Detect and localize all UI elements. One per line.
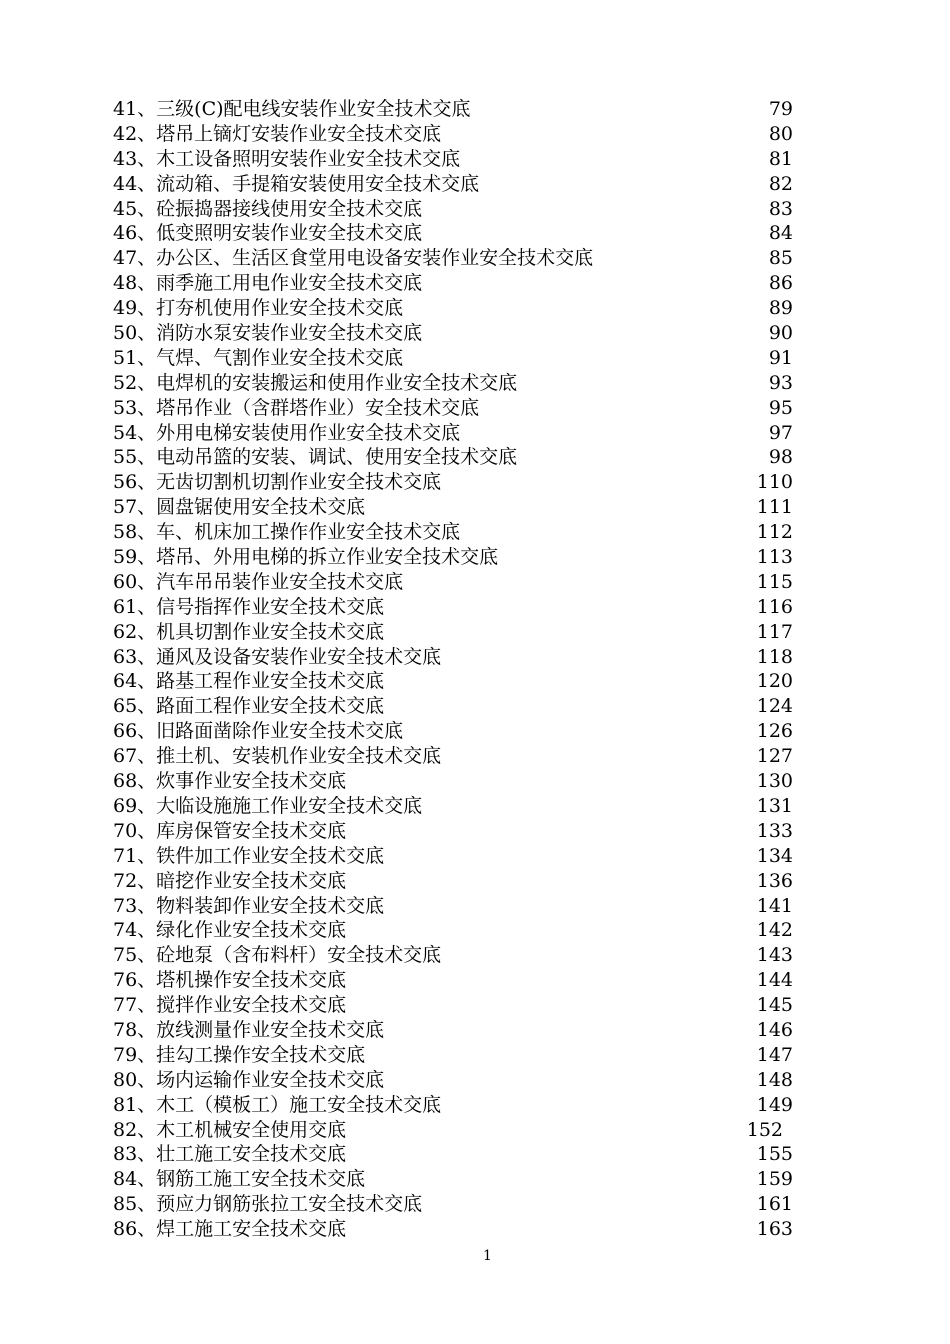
toc-entry-title: 73、物料装卸作业安全技术交底 xyxy=(113,894,385,917)
toc-entry[interactable] xyxy=(113,769,813,794)
toc-entry-title: 50、消防水泵安装作业安全技术交底 xyxy=(113,322,423,345)
toc-entry-page: 84 xyxy=(768,222,793,245)
toc-entry[interactable] xyxy=(113,719,813,744)
toc-entry-page: 149 xyxy=(756,1093,793,1116)
toc-entry-title: 85、预应力钢筋张拉工安全技术交底 xyxy=(113,1193,423,1216)
toc-entry-title: 79、挂勾工操作安全技术交底 xyxy=(113,1043,366,1066)
toc-entry-title: 84、钢筋工施工安全技术交底 xyxy=(113,1168,366,1191)
toc-entry[interactable] xyxy=(113,147,813,172)
toc-entry-title: 64、路基工程作业安全技术交底 xyxy=(113,670,385,693)
toc-entry-page: 141 xyxy=(756,894,793,917)
toc-entry[interactable] xyxy=(113,744,813,769)
toc-entry-title: 46、低变照明安装作业安全技术交底 xyxy=(113,222,423,245)
toc-entry-title: 54、外用电梯安装使用作业安全技术交底 xyxy=(113,421,461,444)
toc-entry[interactable] xyxy=(113,669,813,694)
toc-entry-title: 49、打夯机使用作业安全技术交底 xyxy=(113,297,404,320)
page-number: 1 xyxy=(483,1248,492,1264)
toc-entry-title: 55、电动吊篮的安装、调试、使用安全技术交底 xyxy=(113,446,518,469)
toc-entry-title: 86、焊工施工安全技术交底 xyxy=(113,1218,347,1241)
toc-entry-page: 115 xyxy=(756,570,793,593)
toc-entry-page: 134 xyxy=(756,844,793,867)
toc-entry[interactable] xyxy=(113,545,813,570)
toc-entry-page: 82 xyxy=(768,172,793,195)
toc-entry-page: 131 xyxy=(756,794,793,817)
toc-entry-page: 155 xyxy=(756,1143,793,1166)
toc-entry-title: 44、流动箱、手提箱安装使用安全技术交底 xyxy=(113,172,480,195)
toc-entry-page: 148 xyxy=(756,1068,793,1091)
toc-entry-page: 81 xyxy=(768,147,793,170)
toc-entry[interactable] xyxy=(113,470,813,495)
toc-entry-title: 59、塔吊、外用电梯的拆立作业安全技术交底 xyxy=(113,546,499,569)
toc-entry-title: 80、场内运输作业安全技术交底 xyxy=(113,1068,385,1091)
toc-entry-title: 63、通风及设备安装作业安全技术交底 xyxy=(113,645,442,668)
toc-entry[interactable] xyxy=(113,694,813,719)
toc-entry[interactable] xyxy=(113,844,813,869)
toc-entry-title: 69、大临设施施工作业安全技术交底 xyxy=(113,794,423,817)
toc-entry-page: 120 xyxy=(756,670,793,693)
toc-entry[interactable] xyxy=(113,570,813,595)
toc-entry-page: 93 xyxy=(768,371,793,394)
toc-entry[interactable] xyxy=(113,1167,813,1192)
toc-entry-page: 124 xyxy=(756,695,793,718)
toc-entry-title: 66、旧路面凿除作业安全技术交底 xyxy=(113,720,404,743)
toc-entry[interactable] xyxy=(113,321,813,346)
toc-entry-page: 136 xyxy=(756,869,793,892)
toc-entry-page: 146 xyxy=(756,1018,793,1041)
toc-entry[interactable] xyxy=(113,794,813,819)
toc-entry[interactable] xyxy=(113,1118,813,1143)
toc-entry[interactable] xyxy=(113,122,813,147)
toc-entry[interactable] xyxy=(113,1217,813,1242)
toc-entry-page: 80 xyxy=(768,122,793,145)
toc-entry[interactable] xyxy=(113,894,813,919)
toc-entry[interactable] xyxy=(113,595,813,620)
toc-entry[interactable] xyxy=(113,495,813,520)
toc-entry-title: 76、塔机操作安全技术交底 xyxy=(113,969,347,992)
toc-entry-page: 130 xyxy=(756,770,793,793)
toc-entry[interactable] xyxy=(113,620,813,645)
toc-entry-title: 65、路面工程作业安全技术交底 xyxy=(113,695,385,718)
toc-entry-page: 147 xyxy=(756,1043,793,1066)
toc-entry[interactable] xyxy=(113,520,813,545)
toc-entry-page: 152 xyxy=(746,1118,783,1141)
toc-entry-title: 53、塔吊作业（含群塔作业）安全技术交底 xyxy=(113,396,480,419)
toc-entry[interactable] xyxy=(113,918,813,943)
toc-entry-title: 74、绿化作业安全技术交底 xyxy=(113,919,347,942)
toc-entry-title: 56、无齿切割机切割作业安全技术交底 xyxy=(113,471,442,494)
toc-entry[interactable] xyxy=(113,1018,813,1043)
toc-entry[interactable] xyxy=(113,943,813,968)
toc-entry-page: 163 xyxy=(756,1218,793,1241)
toc-entry[interactable] xyxy=(113,1192,813,1217)
toc-entry[interactable] xyxy=(113,296,813,321)
toc-entry[interactable] xyxy=(113,396,813,421)
toc-entry[interactable] xyxy=(113,346,813,371)
toc-entry-title: 83、壮工施工安全技术交底 xyxy=(113,1143,347,1166)
toc-entry-title: 71、铁件加工作业安全技术交底 xyxy=(113,844,385,867)
toc-entry-page: 113 xyxy=(756,546,793,569)
toc-entry-page: 143 xyxy=(756,944,793,967)
toc-entry-title: 68、炊事作业安全技术交底 xyxy=(113,770,347,793)
toc-entry-page: 126 xyxy=(756,720,793,743)
toc-entry[interactable] xyxy=(113,993,813,1018)
toc-entry[interactable] xyxy=(113,445,813,470)
toc-entry-title: 75、砼地泵（含布料杆）安全技术交底 xyxy=(113,944,442,967)
toc-entry-page: 112 xyxy=(756,521,793,544)
toc-entry-page: 110 xyxy=(756,471,793,494)
toc-entry[interactable] xyxy=(113,371,813,396)
toc-entry-page: 83 xyxy=(768,197,793,220)
toc-entry-title: 61、信号指挥作业安全技术交底 xyxy=(113,595,385,618)
toc-entry-title: 58、车、机床加工操作作业安全技术交底 xyxy=(113,521,461,544)
toc-entry-title: 57、圆盘锯使用安全技术交底 xyxy=(113,496,366,519)
toc-entry-page: 95 xyxy=(768,396,793,419)
toc-entry-page: 90 xyxy=(768,322,793,345)
toc-entry[interactable] xyxy=(113,271,813,296)
toc-entry[interactable] xyxy=(113,246,813,271)
toc-entry-page: 145 xyxy=(756,994,793,1017)
toc-entry[interactable] xyxy=(113,172,813,197)
toc-entry-page: 117 xyxy=(756,620,793,643)
toc-entry-page: 98 xyxy=(768,446,793,469)
toc-entry-page: 79 xyxy=(768,98,793,120)
toc-entry[interactable] xyxy=(113,97,813,122)
toc-entry[interactable] xyxy=(113,968,813,993)
toc-entry-page: 118 xyxy=(756,645,793,668)
toc-entry-page: 133 xyxy=(756,819,793,842)
toc-entry-title: 78、放线测量作业安全技术交底 xyxy=(113,1018,385,1041)
toc-entry[interactable] xyxy=(113,645,813,670)
toc-entry-page: 85 xyxy=(768,247,793,270)
toc-entry-title: 43、木工设备照明安装作业安全技术交底 xyxy=(113,147,461,170)
toc-entry-title: 42、塔吊上镝灯安装作业安全技术交底 xyxy=(113,122,442,145)
toc-entry-page: 111 xyxy=(756,496,793,519)
toc-entry-title: 67、推土机、安装机作业安全技术交底 xyxy=(113,745,442,768)
toc-entry[interactable] xyxy=(113,421,813,446)
toc-entry-page: 86 xyxy=(768,272,793,295)
toc-entry-page: 127 xyxy=(756,745,793,768)
toc-entry-page: 144 xyxy=(756,969,793,992)
toc-entry[interactable] xyxy=(113,869,813,894)
toc-entry-page: 142 xyxy=(756,919,793,942)
toc-entry[interactable] xyxy=(113,1093,813,1118)
toc-entry-title: 62、机具切割作业安全技术交底 xyxy=(113,620,385,643)
toc-entry-title: 82、木工机械安全使用交底 xyxy=(113,1118,347,1141)
toc-entry[interactable] xyxy=(113,221,813,246)
toc-entry-title: 77、搅拌作业安全技术交底 xyxy=(113,994,347,1017)
toc-entry-page: 97 xyxy=(768,421,793,444)
toc-entry[interactable] xyxy=(113,1043,813,1068)
toc-entry-page: 159 xyxy=(756,1168,793,1191)
toc-entry-title: 41、三级(C)配电线安装作业安全技术交底 xyxy=(113,98,471,120)
toc-entry-title: 47、办公区、生活区食堂用电设备安装作业安全技术交底 xyxy=(113,247,594,270)
toc-entry-page: 89 xyxy=(768,297,793,320)
toc-entry[interactable] xyxy=(113,197,813,222)
toc-entry-title: 51、气焊、气割作业安全技术交底 xyxy=(113,346,404,369)
toc-entry-title: 45、砼振捣器接线使用安全技术交底 xyxy=(113,197,423,220)
toc-entry[interactable] xyxy=(113,1142,813,1167)
toc-entry[interactable] xyxy=(113,1068,813,1093)
toc-entry-page: 161 xyxy=(756,1193,793,1216)
toc-entry-title: 70、库房保管安全技术交底 xyxy=(113,819,347,842)
table-of-contents xyxy=(113,97,813,1242)
toc-entry-page: 91 xyxy=(768,346,793,369)
toc-entry-page: 116 xyxy=(756,595,793,618)
toc-entry[interactable] xyxy=(113,819,813,844)
toc-entry-title: 60、汽车吊吊装作业安全技术交底 xyxy=(113,570,404,593)
toc-entry-title: 48、雨季施工用电作业安全技术交底 xyxy=(113,272,423,295)
toc-entry-title: 52、电焊机的安装搬运和使用作业安全技术交底 xyxy=(113,371,518,394)
toc-entry-title: 81、木工（模板工）施工安全技术交底 xyxy=(113,1093,442,1116)
toc-entry-title: 72、暗挖作业安全技术交底 xyxy=(113,869,347,892)
